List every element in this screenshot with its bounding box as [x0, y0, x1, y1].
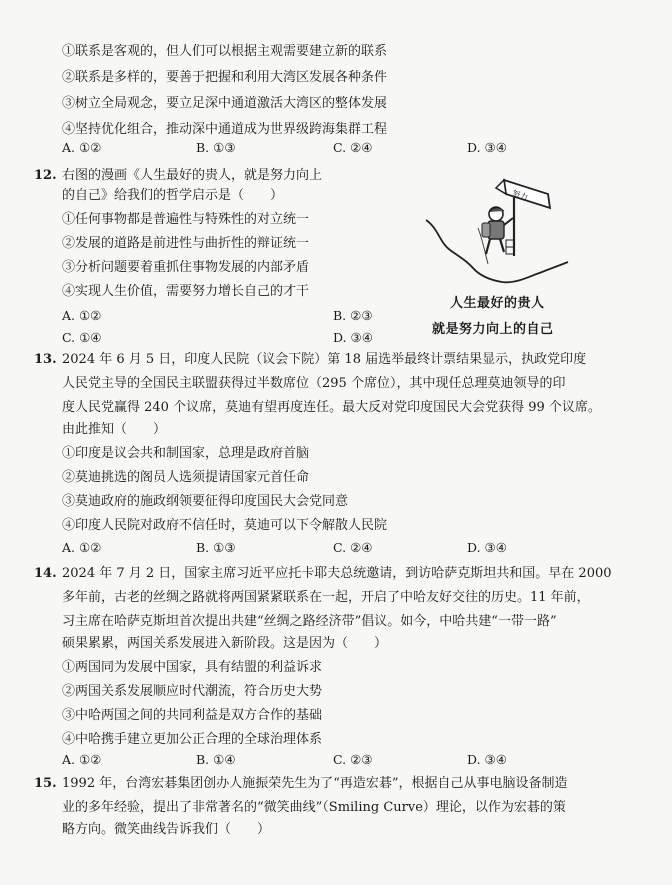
- q11-option-d[interactable]: D. ③④: [467, 140, 507, 155]
- cartoon-sign-text: 努力: [511, 188, 529, 203]
- q14-statement-1: ①两国同为发展中国家，具有结盟的利益诉求: [62, 660, 323, 675]
- q13-statement-2: ②莫迪挑选的阁员人选须提请国家元首任命: [62, 470, 310, 485]
- cartoon-caption-2: 就是努力向上的自己: [432, 322, 554, 337]
- q13-stem-3: 度人民党赢得 240 个议席，莫迪有望再度连任。最大反对党印度国民大会党获得 99 个议席。: [62, 400, 601, 415]
- q12-option-d[interactable]: D. ③④: [333, 330, 373, 345]
- q11-statement-4: ④坚持优化组合，推动深中通道成为世界级跨海集群工程: [62, 122, 388, 137]
- q14-stem-3: 习主席在哈萨克斯坦首次提出共建“丝绸之路经济带”倡议。如今，中哈共建“一带一路”: [62, 614, 557, 629]
- q14-option-d[interactable]: D. ③④: [467, 752, 507, 767]
- q12-statement-2: ②发展的道路是前进性与曲折性的辩证统一: [62, 236, 310, 251]
- q12-statement-3: ③分析问题要着重抓住事物发展的内部矛盾: [62, 260, 310, 275]
- q14-option-c[interactable]: C. ②③: [333, 752, 373, 767]
- climber-cartoon-drawing: [418, 168, 588, 293]
- q11-option-a[interactable]: A. ①②: [62, 140, 102, 155]
- q13-statement-3: ③莫迪政府的施政纲领要征得印度国民大会党同意: [62, 494, 349, 509]
- q13-number: 13.: [34, 352, 57, 367]
- q11-statement-3: ③树立全局观念，要立足深中通道激活大湾区的整体发展: [62, 96, 388, 111]
- q14-option-a[interactable]: A. ①②: [62, 752, 102, 767]
- q11-statement-1: ①联系是客观的，但人们可以根据主观需要建立新的联系: [62, 44, 388, 59]
- q12-statement-1: ①任何事物都是普遍性与特殊性的对立统一: [62, 212, 310, 227]
- cartoon-caption-1: 人生最好的贵人: [450, 296, 545, 311]
- q12-option-c[interactable]: C. ①④: [62, 330, 102, 345]
- q12-option-b[interactable]: B. ②③: [333, 308, 373, 323]
- q13-statement-4: ④印度人民院对政府不信任时，莫迪可以下令解散人民院: [62, 518, 388, 533]
- q14-statement-4: ④中哈携手建立更加公正合理的全球治理体系: [62, 732, 323, 747]
- q12-statement-4: ④实现人生价值，需要努力增长自己的才干: [62, 284, 310, 299]
- q15-stem-2: 业的多年经验，提出了非常著名的“微笑曲线”（Smiling Curve）理论，以作为宏碁的策: [62, 800, 566, 815]
- q12-stem-2: 的自己》给我们的哲学启示是（ ）: [62, 188, 284, 203]
- q14-stem-4: 硕果累累，两国关系发展进入新阶段。这是因为（ ）: [62, 636, 388, 651]
- q15-number: 15.: [34, 776, 57, 791]
- q13-option-a[interactable]: A. ①②: [62, 540, 102, 555]
- q13-stem-1: 2024 年 6 月 5 日，印度人民院（议会下院）第 18 届选举最终计票结果显示，执政党印度: [62, 352, 587, 367]
- q14-number: 14.: [34, 566, 57, 581]
- q14-statement-2: ②两国关系发展顺应时代潮流，符合历史大势: [62, 684, 323, 699]
- q13-option-c[interactable]: C. ②④: [333, 540, 373, 555]
- q12-number: 12.: [34, 168, 57, 183]
- q13-option-b[interactable]: B. ①③: [196, 540, 236, 555]
- q14-stem-2: 多年前，古老的丝绸之路就将两国紧紧联系在一起，开启了中哈友好交往的历史。11 年前，: [62, 590, 590, 605]
- q15-stem-1: 1992 年，台湾宏碁集团创办人施振荣先生为了“再造宏碁”，根据自己从事电脑设备制造: [62, 776, 568, 791]
- q15-stem-3: 略方向。微笑曲线告诉我们（ ）: [62, 822, 271, 837]
- q14-statement-3: ③中哈两国之间的共同利益是双方合作的基础: [62, 708, 323, 723]
- q12-option-a[interactable]: A. ①②: [62, 308, 102, 323]
- q14-stem-1: 2024 年 7 月 2 日，国家主席习近平应托卡耶夫总统邀请，到访哈萨克斯坦共和国。早在 2000: [62, 566, 612, 581]
- q13-statement-1: ①印度是议会共和制国家，总理是政府首脑: [62, 446, 310, 461]
- q12-stem-1: 右图的漫画《人生最好的贵人，就是努力向上: [62, 168, 323, 183]
- climber-cartoon-icon: [418, 168, 588, 343]
- q11-option-c[interactable]: C. ②④: [333, 140, 373, 155]
- q11-option-b[interactable]: B. ①③: [196, 140, 236, 155]
- q13-stem-4: 由此推知（ ）: [62, 422, 167, 437]
- q11-statement-2: ②联系是多样的，要善于把握和利用大湾区发展各种条件: [62, 70, 388, 85]
- q13-stem-2: 人民党主导的全国民主联盟获得过半数席位（295 个席位），其中现任总理莫迪领导的印: [62, 376, 566, 391]
- q13-option-d[interactable]: D. ③④: [467, 540, 507, 555]
- q14-option-b[interactable]: B. ①④: [196, 752, 236, 767]
